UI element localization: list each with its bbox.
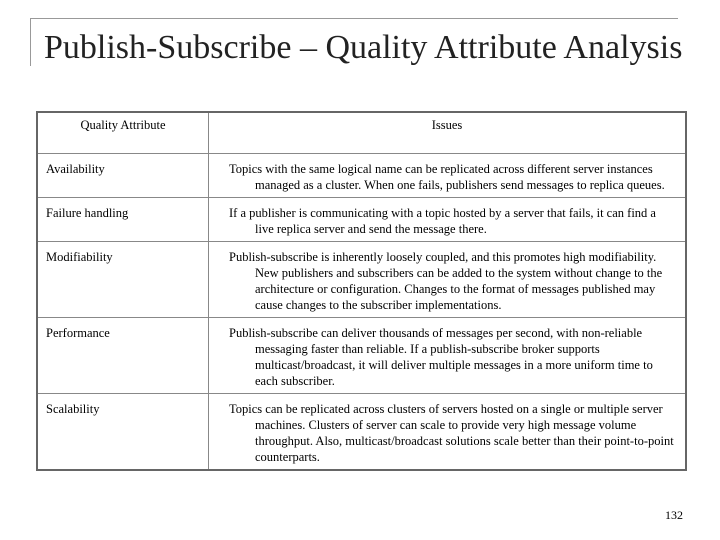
table-row — [37, 318, 686, 394]
table-header-row — [37, 112, 686, 154]
row-attribute: Failure handling — [37, 198, 209, 242]
slide-frame-top — [30, 18, 678, 19]
row-issue: Publish-subscribe can deliver thousands of messages per second, with non-reliable messaging faster than reliable. If a publish-subscribe broker supports multicast/broadcast, it will deliver multiple messages in a more uniform time to each subscriber. — [209, 318, 687, 394]
table-row — [37, 394, 686, 471]
slide-frame-left — [30, 18, 31, 66]
header-issues: Issues — [209, 112, 687, 154]
table-row — [37, 198, 686, 242]
slide-title: Publish-Subscribe – Quality Attribute Analysis — [44, 29, 683, 66]
row-attribute: Performance — [37, 318, 209, 394]
row-attribute: Availability — [37, 154, 209, 198]
table-row — [37, 154, 686, 198]
row-issue: If a publisher is communicating with a topic hosted by a server that fails, it can find a live replica server and send the message there. — [209, 198, 687, 242]
row-issue: Topics with the same logical name can be replicated across different server instances managed as a cluster. When one fails, publishers send messages to replica queues. — [209, 154, 687, 198]
header-quality-attribute: Quality Attribute — [37, 112, 209, 154]
table-row — [37, 242, 686, 318]
row-attribute: Modifiability — [37, 242, 209, 318]
row-attribute: Scalability — [37, 394, 209, 471]
page-number: 132 — [665, 508, 683, 522]
quality-attribute-table — [36, 111, 687, 471]
row-issue: Publish-subscribe is inherently loosely coupled, and this promotes high modifiability. New publishers and subscribers can be added to the system without change to the architecture or configuration. Changes to the format of messages published may cause changes to the subscriber implementations. — [209, 242, 687, 318]
row-issue: Topics can be replicated across clusters of servers hosted on a single or multiple server machines. Clusters of server can scale to provide very high message volume throughput. Also, multicast/broadcast solutions scale better than their point-to-point counterparts. — [209, 394, 687, 471]
